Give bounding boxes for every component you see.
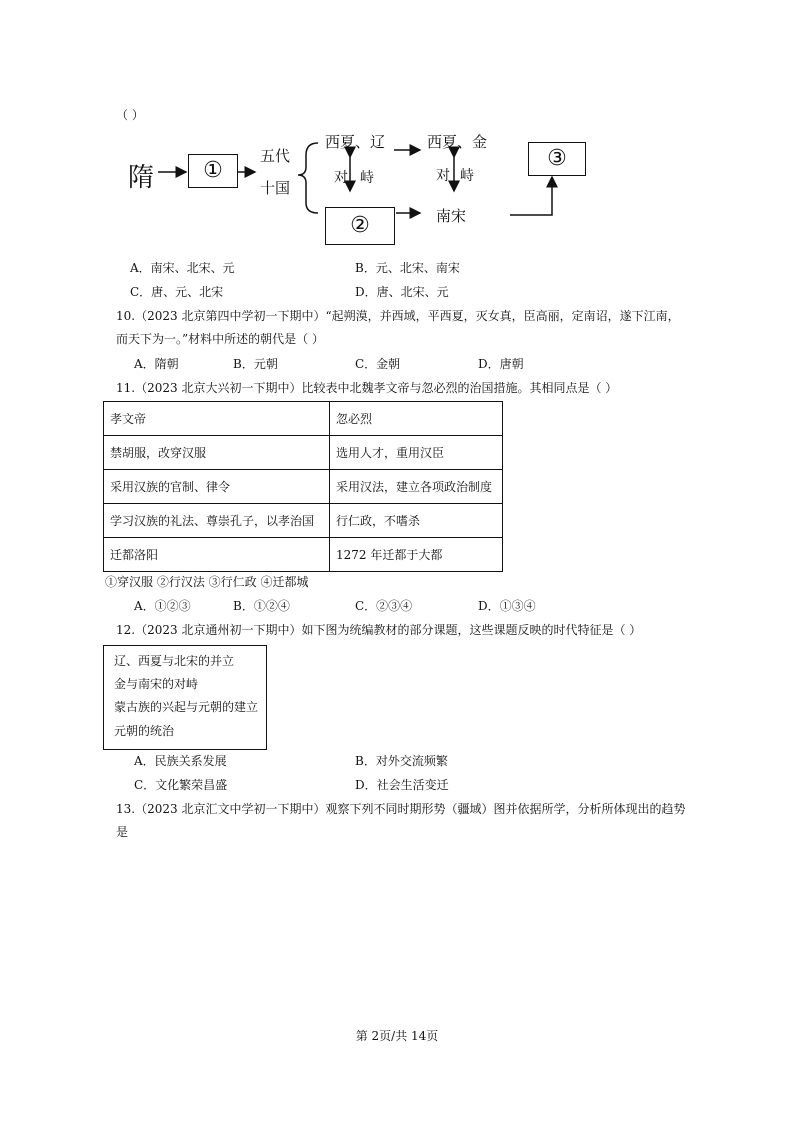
lesson-title: 金与南宋的对峙 xyxy=(114,677,199,691)
q9-option-d[interactable]: D．唐、北宋、元 xyxy=(355,285,449,299)
table-cell: 孝文帝 xyxy=(104,402,330,436)
dynasty-flow-diagram xyxy=(120,125,600,245)
q10-option-b[interactable]: B．元朝 xyxy=(233,357,278,371)
q12-stem: 12.（2023 北京通州初一下期中）如下图为统编教材的部分课题，这些课题反映的时代特征是（ ） xyxy=(116,623,642,637)
table-cell: 学习汉族的礼法、尊崇孔子，以孝治国 xyxy=(104,504,330,538)
blank-box-3: ③ xyxy=(528,142,586,176)
comparison-table xyxy=(103,401,503,572)
q9-option-b[interactable]: B．元、北宋、南宋 xyxy=(355,261,460,275)
table-cell: 采用汉法，建立各项政治制度 xyxy=(330,470,503,504)
q11-option-c[interactable]: C．②③④ xyxy=(355,599,413,613)
q12-option-c[interactable]: C．文化繁荣昌盛 xyxy=(134,778,228,792)
q9-option-c[interactable]: C．唐、元、北宋 xyxy=(130,285,224,299)
q9-option-a[interactable]: A．南宋、北宋、元 xyxy=(130,261,235,275)
lesson-title: 辽、西夏与北宋的并立 xyxy=(114,654,235,668)
table-row xyxy=(104,470,503,504)
table-row xyxy=(104,538,503,572)
table-cell: 行仁政，不嗜杀 xyxy=(330,504,503,538)
q11-items: ①穿汉服 ②行汉法 ③行仁政 ④迁都城 xyxy=(105,575,309,589)
q11-option-d[interactable]: D．①③④ xyxy=(478,599,536,613)
table-cell: 采用汉族的官制、律令 xyxy=(104,470,330,504)
table-row xyxy=(104,402,503,436)
table-row xyxy=(104,436,503,470)
q10-option-d[interactable]: D．唐朝 xyxy=(478,357,524,371)
q12-option-b[interactable]: B．对外交流频繁 xyxy=(355,754,448,768)
lesson-title: 蒙古族的兴起与元朝的建立 xyxy=(114,700,259,714)
table-cell: 1272 年迁都于大都 xyxy=(330,538,503,572)
table-cell: 忽必烈 xyxy=(330,402,503,436)
q11-stem: 11.（2023 北京大兴初一下期中）比较表中北魏孝文帝与忽必烈的治国措施。其相同点是（ ） xyxy=(116,381,618,395)
table-cell: 迁都洛阳 xyxy=(104,538,330,572)
answer-paren: （ ） xyxy=(116,108,144,122)
duizhi-2b: 峙 xyxy=(460,168,474,184)
q10-stem-line1: 10.（2023 北京第四中学初一下期中）“起朔漠，并西域，平西夏，灭女真，臣高丽，定南诏，遂下江南， xyxy=(116,309,680,323)
duizhi-2a: 对 xyxy=(436,168,450,184)
q10-option-a[interactable]: A．隋朝 xyxy=(134,357,179,371)
xixia-liao-label: 西夏、辽 xyxy=(325,133,386,151)
blank-box-1: ① xyxy=(188,154,238,188)
q12-option-a[interactable]: A．民族关系发展 xyxy=(134,754,227,768)
brace xyxy=(298,143,318,213)
duizhi-1a: 对 xyxy=(334,170,348,186)
blank-box-2: ② xyxy=(325,207,395,245)
lesson-title: 元朝的统治 xyxy=(114,724,175,738)
arrow-nansong-box3 xyxy=(510,177,552,215)
table-row xyxy=(104,504,503,538)
nansong-label: 南宋 xyxy=(436,207,467,225)
table-cell: 选用人才，重用汉臣 xyxy=(330,436,503,470)
page-footer: 第 2页/共 14页 xyxy=(355,1029,439,1043)
q10-option-c[interactable]: C．金朝 xyxy=(355,357,401,371)
duizhi-1b: 峙 xyxy=(360,170,374,186)
sui-label: 隋 xyxy=(128,163,155,193)
q11-option-b[interactable]: B．①②④ xyxy=(233,599,290,613)
shiguo-label: 十国 xyxy=(260,179,291,197)
xixia-jin-label: 西夏、金 xyxy=(427,133,488,151)
q12-option-d[interactable]: D．社会生活变迁 xyxy=(355,778,449,792)
wudai-label: 五代 xyxy=(260,147,291,165)
q11-option-a[interactable]: A．①②③ xyxy=(134,599,191,613)
lesson-titles-box xyxy=(103,645,267,750)
q13-stem-line2: 是 xyxy=(116,825,129,839)
q13-stem-line1: 13.（2023 北京汇文中学初一下期中）观察下列不同时期形势（疆域）图并依据所学，分析所体现出的趋势 xyxy=(116,802,686,816)
q10-stem-line2: 而天下为一。”材料中所述的朝代是（ ） xyxy=(116,332,324,346)
table-cell: 禁胡服，改穿汉服 xyxy=(104,436,330,470)
